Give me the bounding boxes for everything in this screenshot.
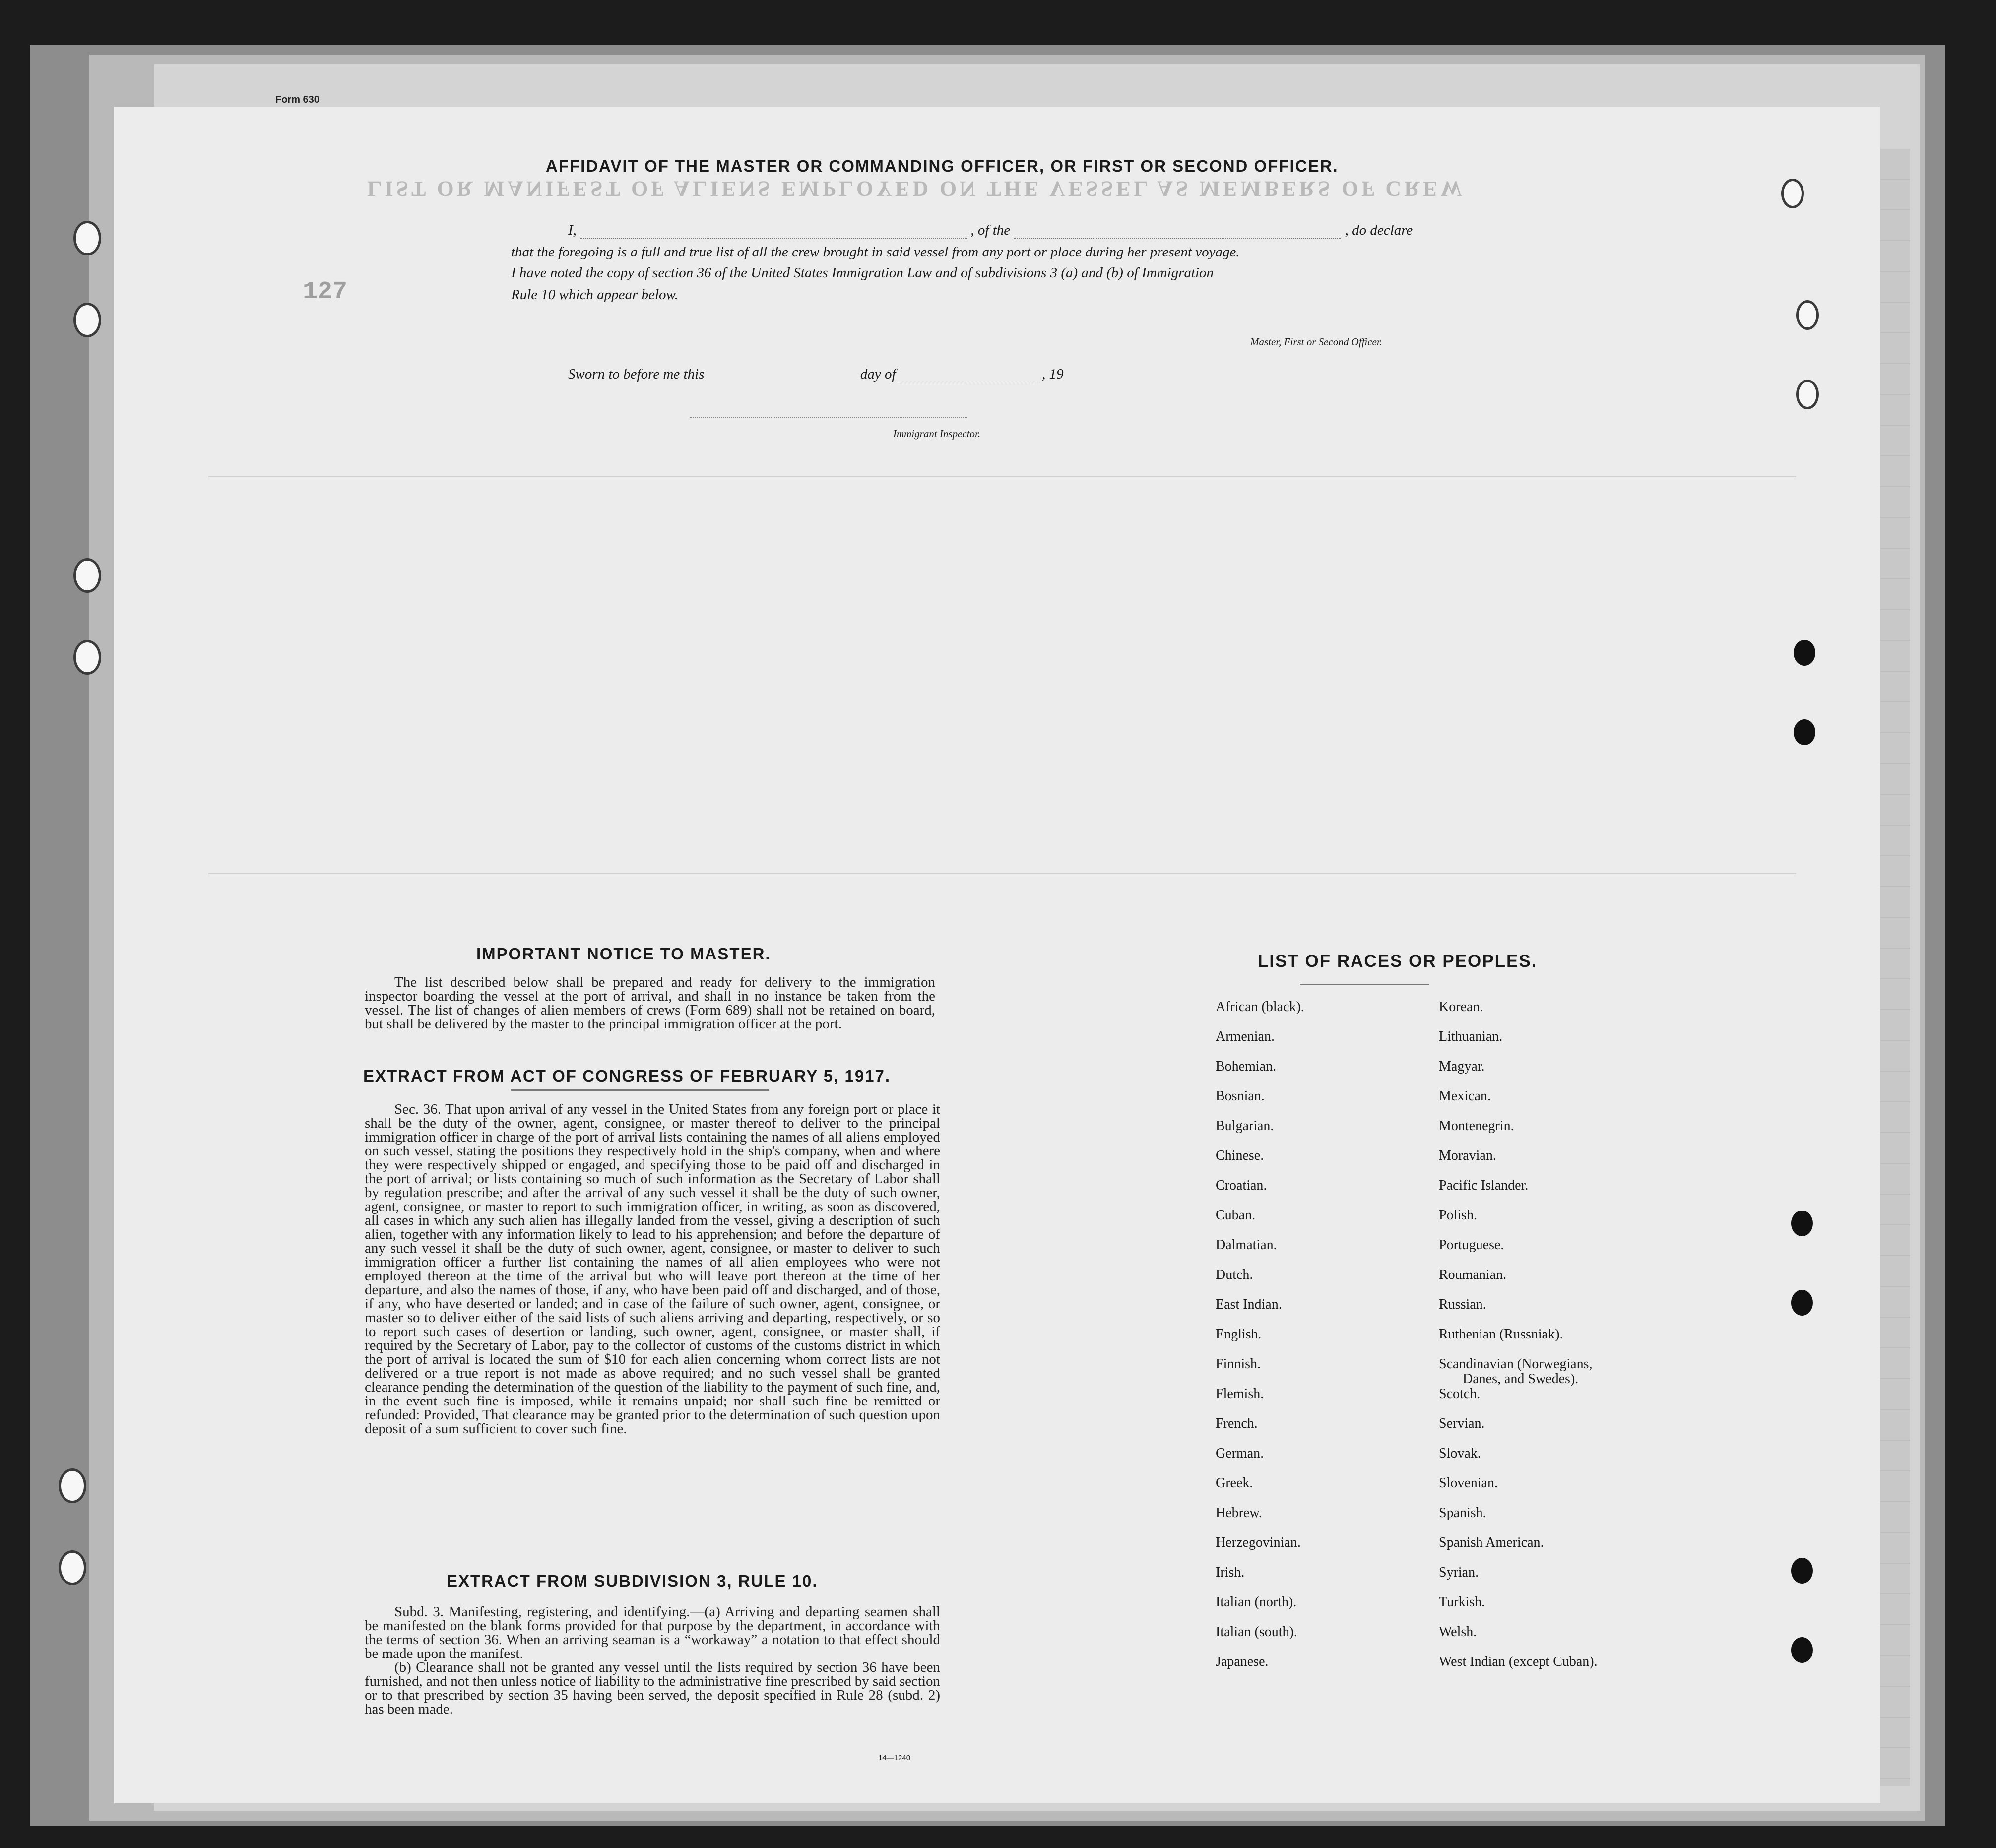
race-item xyxy=(1216,1029,1304,1059)
race-item xyxy=(1439,1208,1598,1238)
race-label: Lithuanian. xyxy=(1439,1029,1503,1044)
form-number: Form 630 xyxy=(275,94,320,105)
bleed-through-number: 127 xyxy=(303,278,348,306)
bleed-through-rule xyxy=(208,873,1796,874)
race-label: Greek. xyxy=(1216,1475,1253,1491)
race-label: Portuguese. xyxy=(1439,1237,1504,1253)
binder-hole xyxy=(73,303,101,337)
race-item xyxy=(1439,1327,1598,1357)
race-label: West Indian (except Cuban). xyxy=(1439,1654,1598,1669)
race-item xyxy=(1216,1416,1304,1446)
race-item xyxy=(1216,1148,1304,1178)
subdivision-a-paragraph: Subd. 3. Manifesting, registering, and identifying.—(a) Arriving and departing seamen shall be manifested on the blank forms provided for that purpose by the department, in accordance with the terms of section 36. When an arriving seaman is a “workaway” a notation to that effect should be made upon the manifest. xyxy=(365,1604,940,1661)
act-extract-body xyxy=(365,1102,940,1436)
rule-extract-body xyxy=(365,1605,940,1716)
affidavit-declare: , do declare xyxy=(1345,222,1413,238)
race-label: Chinese. xyxy=(1216,1148,1264,1163)
race-item xyxy=(1439,1297,1598,1327)
section-36-paragraph: Sec. 36. That upon arrival of any vessel in the United States from any foreign port or place it shall be the duty of the owner, agent, consignee, or master thereof to deliver to the principal immigration officer in charge of the port of arrival lists containing the names of all aliens employed on such vessel, stating the positions they respectively hold in the ship's company, when and where they were respectively shipped or engaged, and specifying those to be paid off and discharged in the port of arrival; or lists containing so much of such information as the Secretary of Labor shall by regulation prescribe; and after the arrival of any such vessel it shall be the duty of such owner, agent, consignee, or master to report to such immigration officer, in writing, as soon as discovered, all cases in which any such alien has illegally landed from the vessel, giving a description of such alien, together with any information likely to lead to his apprehension; and before the departure of any such vessel it shall be the duty of such owner, agent, consignee, or master to deliver to such immigration officer a further list containing the names of all alien employees who were not employed thereon at the time of the arrival but who will leave port thereon at the time of her departure, and also the names of those, if any, who have been paid off and discharged, and of those, if any, who have deserted or landed; and in case of the failure of such owner, agent, consignee, or master so to deliver either of the said lists of such aliens arriving and departing, respectively, or so to report such cases of desertion or landing, such owner, agent, consignee, or master shall, if required by the Secretary of Labor, pay to the collector of customs of the customs district in which the port of arrival is located the sum of $10 for each alien concerning whom correct lists are not delivered or a true report is not made as above required; and no such vessel shall be granted clearance pending the determination of the question of the liability to the payment of such fine, and, in the event such fine is imposed, while it remains unpaid; nor shall such fine be remitted or refunded: Provided, That clearance may be granted prior to the determination of such question upon deposit of a sum sufficient to cover such fine. xyxy=(365,1101,940,1437)
binder-hole xyxy=(1794,719,1815,745)
binder-hole xyxy=(1791,1558,1813,1584)
race-item xyxy=(1439,1416,1598,1446)
race-label: Pacific Islander. xyxy=(1439,1178,1529,1193)
race-item xyxy=(1216,1059,1304,1089)
race-label: Hebrew. xyxy=(1216,1505,1262,1521)
year-prefix: , 19 xyxy=(1042,366,1064,382)
vessel-name-field[interactable] xyxy=(1014,238,1341,239)
sworn-text: Sworn to before me this xyxy=(568,366,705,382)
printing-code: 14—1240 xyxy=(878,1754,911,1762)
race-item xyxy=(1216,1655,1304,1684)
race-label: Ruthenian (Russniak). xyxy=(1439,1327,1563,1342)
race-item xyxy=(1439,1476,1598,1506)
race-label: Polish. xyxy=(1439,1208,1478,1223)
race-item xyxy=(1216,1297,1304,1327)
race-item xyxy=(1439,1148,1598,1178)
races-title: LIST OF RACES OR PEOPLES. xyxy=(1258,952,1538,971)
inspector-signature-line[interactable] xyxy=(690,417,967,418)
race-item xyxy=(1439,1625,1598,1655)
race-item xyxy=(1439,1089,1598,1119)
race-label: Irish. xyxy=(1216,1565,1245,1580)
race-item xyxy=(1439,1655,1598,1684)
race-label: Slovak. xyxy=(1439,1446,1481,1461)
affidavit-line-1 xyxy=(568,222,1413,239)
race-label: Montenegrin. xyxy=(1439,1118,1514,1134)
race-label: Servian. xyxy=(1439,1416,1485,1431)
race-item xyxy=(1439,1029,1598,1059)
race-item xyxy=(1216,1268,1304,1297)
race-item xyxy=(1216,1446,1304,1476)
race-label: Spanish. xyxy=(1439,1505,1486,1521)
race-item xyxy=(1439,1119,1598,1148)
race-item xyxy=(1216,1387,1304,1416)
race-label: Japanese. xyxy=(1216,1654,1269,1669)
race-item xyxy=(1439,1357,1598,1387)
race-item xyxy=(1216,1357,1304,1387)
race-label: Bohemian. xyxy=(1216,1059,1277,1074)
race-label: Bosnian. xyxy=(1216,1088,1265,1104)
race-label: Armenian. xyxy=(1216,1029,1275,1044)
race-label: French. xyxy=(1216,1416,1258,1431)
race-label: Korean. xyxy=(1439,999,1483,1015)
race-label: Italian (south). xyxy=(1216,1624,1297,1640)
rule-extract-title: EXTRACT FROM SUBDIVISION 3, RULE 10. xyxy=(447,1572,818,1590)
race-label: Cuban. xyxy=(1216,1208,1256,1223)
races-right-column xyxy=(1439,1000,1598,1684)
race-label: Russian. xyxy=(1439,1297,1486,1312)
binder-hole xyxy=(1791,1290,1813,1316)
binder-hole xyxy=(1791,1211,1813,1236)
race-item xyxy=(1439,1178,1598,1208)
race-label: Moravian. xyxy=(1439,1148,1496,1163)
race-label: East Indian. xyxy=(1216,1297,1282,1312)
race-label: English. xyxy=(1216,1327,1262,1342)
master-name-field[interactable] xyxy=(580,238,967,239)
binder-hole xyxy=(1796,380,1819,409)
race-label: Welsh. xyxy=(1439,1624,1477,1640)
race-label: Slovenian. xyxy=(1439,1475,1498,1491)
binder-hole xyxy=(73,221,101,255)
race-item xyxy=(1216,1089,1304,1119)
race-item xyxy=(1216,1208,1304,1238)
divider xyxy=(1300,984,1429,985)
race-item xyxy=(1216,1119,1304,1148)
race-item xyxy=(1216,1506,1304,1535)
binder-hole xyxy=(73,558,101,593)
race-label: Scotch. xyxy=(1439,1386,1481,1402)
race-item xyxy=(1216,1327,1304,1357)
race-label: Roumanian. xyxy=(1439,1267,1507,1282)
race-item xyxy=(1439,1446,1598,1476)
binder-hole xyxy=(59,1468,86,1503)
notice-title: IMPORTANT NOTICE TO MASTER. xyxy=(476,945,771,963)
affidavit-line-3: I have noted the copy of section 36 of the United States Immigration Law and of subdivisions 3 (a) and (b) of Immigration xyxy=(511,265,1214,281)
race-item xyxy=(1439,1565,1598,1595)
document-page xyxy=(114,107,1880,1803)
race-label: Scandinavian (Norwegians, xyxy=(1439,1356,1593,1372)
master-signature-caption: Master, First or Second Officer. xyxy=(1250,336,1382,348)
binder-hole xyxy=(59,1550,86,1585)
race-label: Magyar. xyxy=(1439,1059,1485,1074)
race-label: Spanish American. xyxy=(1439,1535,1544,1550)
subdivision-b-paragraph: (b) Clearance shall not be granted any vessel until the lists required by section 36 have been furnished, and not then unless notice of liability to the administrative fine prescribed by said section or to that prescribed by section 35 having been served, the deposit specified in Rule 28 (subd. 2) has been made. xyxy=(365,1659,940,1717)
race-label: Flemish. xyxy=(1216,1386,1264,1402)
race-item xyxy=(1439,1000,1598,1029)
divider xyxy=(511,1089,769,1091)
affidavit-i: I, xyxy=(568,222,577,238)
affidavit-line-4: Rule 10 which appear below. xyxy=(511,287,678,303)
race-item xyxy=(1439,1059,1598,1089)
race-label: Finnish. xyxy=(1216,1356,1261,1372)
race-item xyxy=(1216,1535,1304,1565)
act-extract-title: EXTRACT FROM ACT OF CONGRESS OF FEBRUARY 5, 1917. xyxy=(363,1067,891,1085)
binder-hole xyxy=(1791,1637,1813,1663)
race-label: Dutch. xyxy=(1216,1267,1253,1282)
race-item xyxy=(1216,1565,1304,1595)
binder-hole xyxy=(1796,300,1819,330)
race-label: Herzegovinian. xyxy=(1216,1535,1301,1550)
race-item xyxy=(1216,1625,1304,1655)
race-label: Mexican. xyxy=(1439,1088,1491,1104)
race-item xyxy=(1439,1535,1598,1565)
race-item xyxy=(1216,1476,1304,1506)
race-item xyxy=(1216,1178,1304,1208)
race-item xyxy=(1439,1268,1598,1297)
bleed-through-title: LIST OR MANIFEST OF ALIENS EMPLOYED ON THE VESSEL AS MEMBERS OF CREW xyxy=(367,177,1466,201)
race-label: Dalmatian. xyxy=(1216,1237,1277,1253)
race-label-continued: Danes, and Swedes). xyxy=(1463,1371,1579,1387)
race-label: Croatian. xyxy=(1216,1178,1267,1193)
bleed-through-rule xyxy=(208,476,1796,477)
day-of-text: day of xyxy=(860,366,896,382)
notice-body xyxy=(365,975,935,1031)
race-item xyxy=(1216,1000,1304,1029)
race-item xyxy=(1439,1506,1598,1535)
affidavit-line-2: that the foregoing is a full and true list of all the crew brought in said vessel from any port or place during her present voyage. xyxy=(511,244,1240,260)
race-label: German. xyxy=(1216,1446,1264,1461)
race-label: Bulgarian. xyxy=(1216,1118,1274,1134)
races-left-column xyxy=(1216,1000,1304,1684)
sworn-line xyxy=(568,366,1064,382)
race-item xyxy=(1439,1595,1598,1625)
race-label: African (black). xyxy=(1216,999,1304,1015)
binder-hole xyxy=(73,640,101,675)
race-label: Italian (north). xyxy=(1216,1594,1297,1610)
affidavit-title: AFFIDAVIT OF THE MASTER OR COMMANDING OFFICER, OR FIRST OR SECOND OFFICER. xyxy=(546,157,1339,175)
binder-hole xyxy=(1794,640,1815,666)
notice-paragraph: The list described below shall be prepared and ready for delivery to the immigration inspector boarding the vessel at the port of arrival, and shall in no instance be taken from the vessel. The list of changes of alien members of crews (Form 689) shall not be retained on board, but shall be delivered by the master to the principal immigration officer at the port. xyxy=(365,974,935,1032)
race-item xyxy=(1216,1595,1304,1625)
race-label: Turkish. xyxy=(1439,1594,1485,1610)
race-item xyxy=(1439,1387,1598,1416)
race-item xyxy=(1439,1238,1598,1268)
race-label: Syrian. xyxy=(1439,1565,1479,1580)
race-item xyxy=(1216,1238,1304,1268)
affidavit-of-the: , of the xyxy=(970,222,1011,238)
binder-hole xyxy=(1781,179,1804,208)
inspector-caption: Immigrant Inspector. xyxy=(893,428,981,440)
